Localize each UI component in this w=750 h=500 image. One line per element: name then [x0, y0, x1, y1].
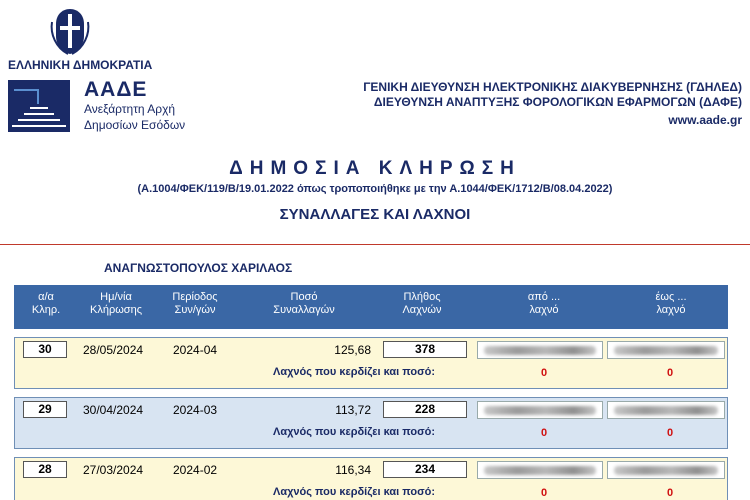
masked-to-ticket [607, 341, 725, 359]
greek-emblem-icon [48, 6, 92, 56]
person-name: ΑΝΑΓΝΩΣΤΟΠΟΥΛΟΣ ΧΑΡΙΛΑΟΣ [104, 261, 293, 275]
masked-from-ticket [477, 341, 603, 359]
divider [0, 244, 750, 245]
directorate-line-1: ΓΕΝΙΚΗ ΔΙΕΥΘΥΝΣΗ ΗΛΕΚΤΡΟΝΙΚΗΣ ΔΙΑΚΥΒΕΡΝΗΣΗΣ (ΓΔΗΛΕΔ) [363, 80, 742, 94]
winner-label: Λαχνός που κερδίζει και ποσό: [273, 486, 436, 498]
win-to-value: 0 [667, 427, 674, 439]
row-aa: 30 [23, 341, 67, 358]
masked-to-ticket [607, 401, 725, 419]
row-period: 2024-04 [173, 343, 218, 357]
winner-label: Λαχνός που κερδίζει και ποσό: [273, 366, 436, 378]
aade-tagline-2: Δημοσίων Εσόδων [84, 118, 186, 132]
row-tickets: 234 [383, 461, 467, 478]
col-from: από ... λαχνό [527, 291, 561, 316]
directorate-block [363, 80, 742, 128]
win-from-value: 0 [541, 367, 548, 379]
row-date: 28/05/2024 [83, 343, 144, 357]
row-tickets: 228 [383, 401, 467, 418]
row-tickets: 378 [383, 341, 467, 358]
website-link[interactable]: www.aade.gr [668, 113, 742, 127]
aade-acronym: ΑΑΔΕ [84, 78, 148, 101]
row-amount: 113,72 [335, 403, 371, 417]
win-from-value: 0 [541, 427, 548, 439]
row-date: 27/03/2024 [83, 463, 144, 477]
page-title: ΔΗΜΟΣΙΑ ΚΛΗΡΩΣΗ [229, 158, 521, 179]
masked-from-ticket [477, 401, 603, 419]
masked-from-ticket [477, 461, 603, 479]
table-header [14, 285, 728, 329]
col-period: Περίοδος Συν/γών [172, 291, 218, 316]
win-to-value: 0 [667, 487, 674, 499]
row-period: 2024-02 [173, 463, 218, 477]
winner-label: Λαχνός που κερδίζει και ποσό: [273, 426, 436, 438]
table-row [14, 457, 728, 500]
aade-logo-icon [8, 80, 70, 132]
win-to-value: 0 [667, 367, 674, 379]
row-amount: 125,68 [334, 343, 371, 357]
col-amount: Ποσό Συναλλαγών [273, 291, 335, 316]
col-to: έως ... λαχνό [655, 291, 687, 316]
table-row [14, 337, 728, 389]
page-subtitle: (Α.1004/ΦΕΚ/119/Β/19.01.2022 όπως τροποποιήθηκε με την Α.1044/ΦΕΚ/1712/Β/08.04.2022) [137, 183, 613, 195]
aade-tagline-1: Ανεξάρτητη Αρχή [84, 102, 176, 116]
row-period: 2024-03 [173, 403, 218, 417]
row-aa: 29 [23, 401, 67, 418]
state-name: ΕΛΛΗΝΙΚΗ ΔΗΜΟΚΡΑΤΙΑ [8, 58, 153, 72]
table-row [14, 397, 728, 449]
row-date: 30/04/2024 [83, 403, 144, 417]
col-tickets: Πλήθος Λαχνών [402, 291, 442, 316]
row-amount: 116,34 [335, 463, 371, 477]
row-aa: 28 [23, 461, 67, 478]
col-date: Ημ/νία Κλήρωσης [89, 291, 142, 316]
section-title: ΣΥΝΑΛΛΑΓΕΣ ΚΑΙ ΛΑΧΝΟΙ [279, 206, 471, 223]
col-aa: α/α Κληρ. [31, 291, 61, 316]
directorate-line-2: ΔΙΕΥΘΥΝΣΗ ΑΝΑΠΤΥΞΗΣ ΦΟΡΟΛΟΓΙΚΩΝ ΕΦΑΡΜΟΓΩΝ (ΔΑΦΕ) [373, 95, 742, 109]
win-from-value: 0 [541, 487, 548, 499]
masked-to-ticket [607, 461, 725, 479]
